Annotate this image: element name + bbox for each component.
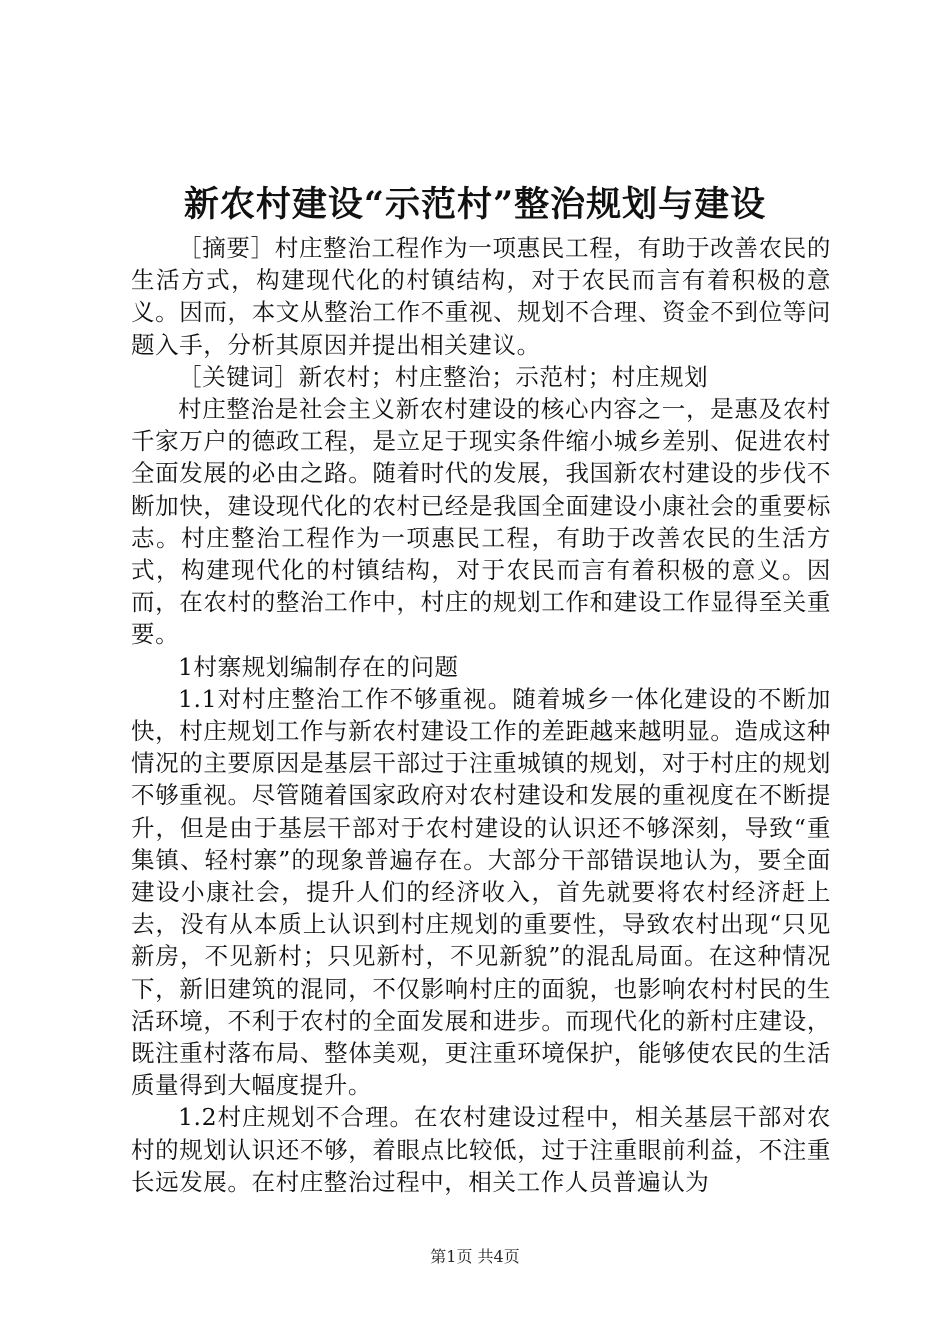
page-footer: 第1页 共4页 <box>430 1247 520 1266</box>
section-1-1-paragraph: 1.1对村庄整治工作不够重视。随着城乡一体化建设的不断加快，村庄规划工作与新农村建设工作的差距越来越明显。造成这种情况的主要原因是基层干部过于注重城镇的规划，对于村庄的规划不够重视。尽管随着国家政府对农村建设和发展的重视度在不断提升，但是由于基层干部对于农村建设的认识还不够深刻，导致“重集镇、轻村寨”的现象普遍存在。大部分干部错误地认为，要全面建设小康社会，提升人们的经济收入，首先就要将农村经济赶上去，没有从本质上认识到村庄规划的重要性，导致农村出现“只见新房，不见新村；只见新村，不见新貌”的混乱局面。在这种情况下，新旧建筑的混同，不仅影响村庄的面貌，也影响农村村民的生活环境，不利于农村的全面发展和进步。而现代化的新村庄建设，既注重村落布局、整体美观，更注重环境保护，能够使农民的生活质量得到大幅度提升。 <box>131 684 831 1100</box>
abstract-paragraph: ［摘要］村庄整治工程作为一项惠民工程，有助于改善农民的生活方式，构建现代化的村镇结构，对于农民而言有着积极的意义。因而，本文从整治工作不重视、规划不合理、资金不到位等问题入手，分析其原因并提出相关建议。 <box>131 234 831 359</box>
intro-paragraph: 村庄整治是社会主义新农村建设的核心内容之一，是惠及农村千家万户的德政工程，是立足于现实条件缩小城乡差别、促进农村全面发展的必由之路。随着时代的发展，我国新农村建设的步伐不断加快，建设现代化的农村已经是我国全面建设小康社会的重要标志。村庄整治工程作为一项惠民工程，有助于改善农民的生活方式，构建现代化的村镇结构，对于农民而言有着积极的意义。因而，在农村的整治工作中，村庄的规划工作和建设工作显得至关重要。 <box>131 395 831 649</box>
document-body <box>131 232 831 1198</box>
section-heading: 1村寨规划编制存在的问题 <box>178 652 459 681</box>
section-1-2-paragraph: 1.2村庄规划不合理。在农村建设过程中，相关基层干部对农村的规划认识还不够，着眼点比较低，过于注重眼前利益，不注重长远发展。在村庄整治过程中，相关工作人员普遍认为 <box>131 1103 831 1196</box>
document-title: 新农村建设“示范村”整治规划与建设 <box>183 184 767 225</box>
keywords-paragraph: ［关键词］新农村；村庄整治；示范村；村庄规划 <box>178 362 709 391</box>
